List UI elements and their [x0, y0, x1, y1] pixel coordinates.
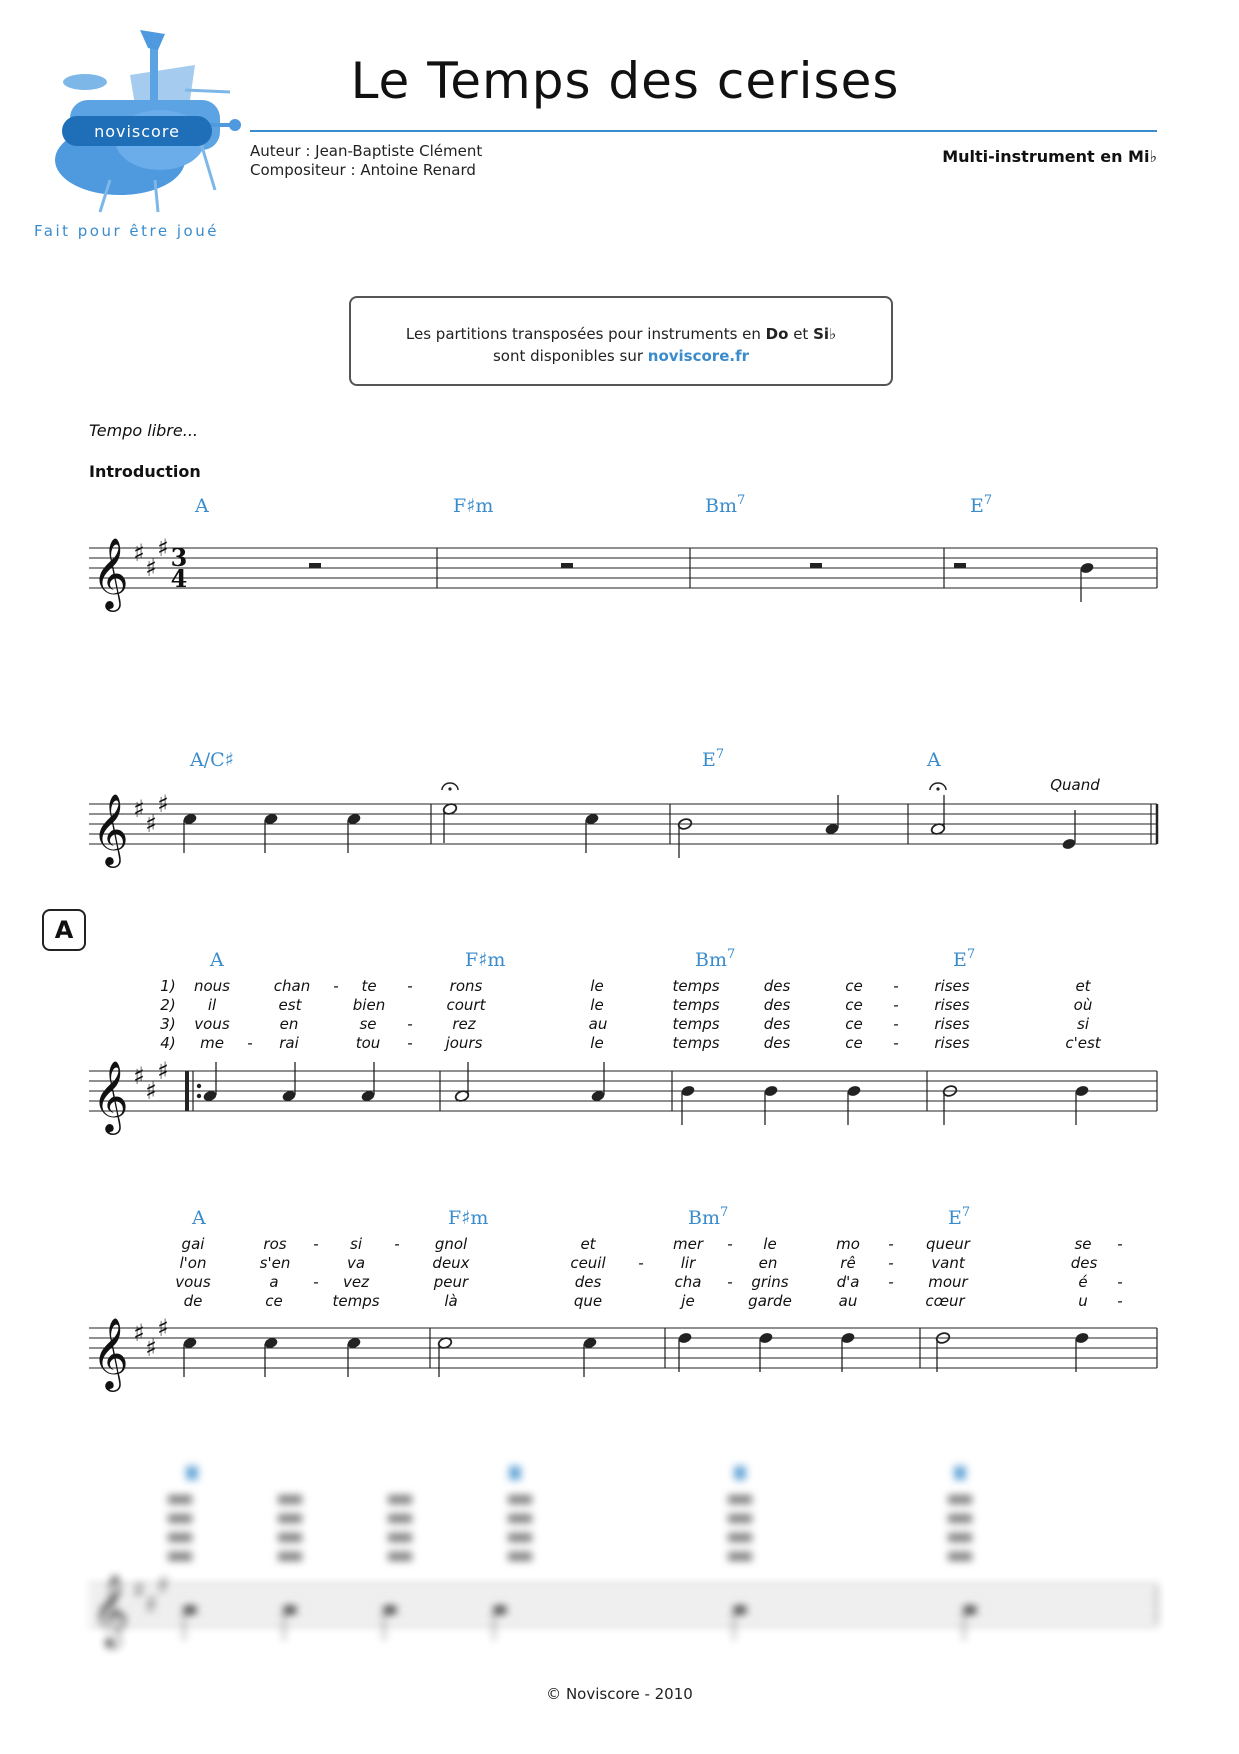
lyric-syllable: -: [888, 1254, 894, 1272]
lyric-blurred: [278, 1495, 302, 1504]
lyric-blurred: [948, 1495, 972, 1504]
sharp-icon: ♯: [157, 1057, 169, 1085]
time-signature-top: 3: [170, 543, 188, 572]
lyric-syllable: 4): [160, 1034, 176, 1052]
note-head-blurred: [283, 1605, 297, 1615]
lyric-syllable: je: [681, 1292, 695, 1310]
lyric-syllable: des: [763, 1015, 791, 1033]
lyric-syllable: -: [893, 977, 899, 995]
lyric-syllable: 1): [160, 977, 176, 995]
lyric-syllable: des: [763, 996, 791, 1014]
lyric-syllable: rises: [934, 1034, 970, 1052]
lyric-syllable: tou: [355, 1034, 381, 1052]
chord-symbol: Bm$^7$: [688, 1205, 729, 1229]
lyric-blurred: [508, 1533, 532, 1542]
lyric-syllable: de: [183, 1292, 203, 1310]
author-line: Auteur : Jean-Baptiste Clément: [250, 142, 483, 160]
sharp-icon: ♯: [157, 534, 169, 562]
lyric-syllable: rises: [934, 996, 970, 1014]
treble-clef-icon: 𝄞: [92, 536, 129, 609]
lyric-syllable: u: [1078, 1292, 1088, 1310]
lyric-blurred: [388, 1514, 412, 1523]
chord-symbol: A/C♯: [190, 749, 234, 771]
lyric-syllable: ros: [263, 1235, 287, 1253]
lyric-blurred: [728, 1495, 752, 1504]
note-head-blurred: [493, 1605, 507, 1615]
lyric-syllable: 3): [160, 1015, 176, 1033]
lyric-syllable: grins: [751, 1273, 789, 1291]
lyric-syllable: en: [758, 1254, 778, 1272]
lyric-syllable: temps: [672, 1034, 720, 1052]
chord-symbol: Bm$^7$: [705, 493, 746, 517]
lyric-syllable: rons: [449, 977, 483, 995]
page-title: Le Temps des cerises: [350, 52, 900, 110]
section-introduction: Introduction: [89, 462, 201, 481]
lyric-syllable: -: [727, 1235, 733, 1253]
lyric-syllable: temps: [672, 977, 720, 995]
lyric-blurred: [168, 1495, 192, 1504]
chord-symbol: F♯m: [465, 949, 506, 971]
lyric-syllable: -: [893, 996, 899, 1014]
lyric-syllable: 2): [160, 996, 176, 1014]
lyric-syllable: -: [407, 1015, 413, 1033]
lyric-syllable: nous: [193, 977, 231, 995]
lyric-syllable: vez: [343, 1273, 369, 1291]
lyric-syllable: là: [444, 1292, 458, 1310]
rehearsal-mark-a: A: [42, 909, 86, 951]
lyric-syllable: est: [278, 996, 302, 1014]
lyric-syllable: mer: [672, 1235, 704, 1253]
lyric-syllable: -: [727, 1273, 733, 1291]
note-head-blurred: [733, 1605, 747, 1615]
lyric-blurred: [278, 1514, 302, 1523]
notice-line-2: sont disponibles sur noviscore.fr: [492, 347, 750, 365]
lyric-syllable: temps: [672, 1015, 720, 1033]
lyric-syllable: mour: [928, 1273, 968, 1291]
lyric-syllable: é: [1078, 1273, 1088, 1291]
lyric-blurred: [168, 1552, 192, 1561]
fermata-dot: [936, 787, 939, 790]
lyric-syllable: -: [1117, 1273, 1123, 1291]
sharp-icon: ♯: [157, 790, 169, 818]
logo-tagline: Fait pour être joué: [34, 222, 219, 240]
lyric-syllable: où: [1073, 996, 1093, 1014]
system-4: [89, 1205, 1157, 1392]
treble-clef-icon: 𝄞: [92, 1573, 129, 1646]
notice-line-1: Les partitions transposées pour instruments en Do et Si♭: [405, 325, 837, 343]
lyric-blurred: [388, 1552, 412, 1561]
lyric-syllable: ceuil: [570, 1254, 606, 1272]
lyric-blurred: [508, 1514, 532, 1523]
lyric-syllable: que: [573, 1292, 603, 1310]
system-1: [89, 493, 1157, 612]
sharp-icon: ♯: [133, 1576, 145, 1604]
sharp-icon: ♯: [133, 539, 145, 567]
lyric-syllable: d'a: [836, 1273, 860, 1291]
copyright-footer: © Noviscore - 2010: [546, 1685, 693, 1703]
lyric-blurred: [508, 1552, 532, 1561]
lyric-syllable: mo: [836, 1235, 860, 1253]
lyric-syllable: le: [763, 1235, 777, 1253]
lyric-syllable: temps: [332, 1292, 380, 1310]
lyric-syllable: si: [350, 1235, 362, 1253]
lyric-blurred: [728, 1552, 752, 1561]
chord-symbol: $E^7$: [948, 1205, 971, 1229]
lyric-syllable: ce: [845, 977, 863, 995]
lyric-syllable: se: [359, 1015, 377, 1033]
lyric-syllable: des: [763, 977, 791, 995]
lyric-syllable: -: [333, 977, 339, 995]
lyric-syllable: l'on: [179, 1254, 207, 1272]
time-signature-bottom: 4: [170, 564, 188, 593]
sharp-icon: ♯: [133, 1062, 145, 1090]
lyric-syllable: ce: [845, 996, 863, 1014]
chord-symbol-blurred: [509, 1466, 521, 1480]
repeat-dot: [197, 1084, 201, 1088]
lyric-syllable: -: [1117, 1235, 1123, 1253]
lyric-syllable: te: [361, 977, 377, 995]
lyric-blurred: [508, 1495, 532, 1504]
system-3: [89, 947, 1157, 1135]
lyric-blurred: [278, 1552, 302, 1561]
lyric-syllable: il: [207, 996, 217, 1014]
lyric-syllable: des: [1070, 1254, 1098, 1272]
lyric-syllable: rez: [452, 1015, 476, 1033]
lyric-syllable: et: [1075, 977, 1091, 995]
treble-clef-icon: 𝄞: [92, 792, 129, 865]
lyric-syllable: garde: [748, 1292, 792, 1310]
lyric-blurred: [278, 1533, 302, 1542]
half-rest-icon: [561, 563, 573, 568]
sharp-icon: ♯: [145, 1591, 157, 1619]
logo-text: noviscore: [94, 122, 180, 141]
lyric-syllable: court: [446, 996, 486, 1014]
note-head-blurred: [383, 1605, 397, 1615]
lyric-syllable: se: [1074, 1235, 1092, 1253]
lyric-syllable: jours: [445, 1034, 483, 1052]
composer-line: Compositeur : Antoine Renard: [250, 161, 476, 179]
treble-clef-icon: 𝄞: [92, 1316, 129, 1389]
lyric-syllable: cœur: [925, 1292, 965, 1310]
lyric-syllable: chan: [273, 977, 311, 995]
sharp-icon: ♯: [145, 1334, 157, 1362]
lyric-syllable: rises: [934, 1015, 970, 1033]
sharp-icon: ♯: [145, 810, 157, 838]
lyric-blurred: [948, 1533, 972, 1542]
lyric-syllable: le: [590, 996, 604, 1014]
lyric-syllable: au: [838, 1292, 858, 1310]
sharp-icon: ♯: [157, 1314, 169, 1342]
sharp-icon: ♯: [133, 795, 145, 823]
lyric-blurred: [168, 1533, 192, 1542]
lyric-syllable: peur: [433, 1273, 469, 1291]
lyric-syllable: ce: [845, 1034, 863, 1052]
lyric-syllable: -: [893, 1034, 899, 1052]
lyric-syllable: des: [763, 1034, 791, 1052]
lyric-syllable: temps: [672, 996, 720, 1014]
fermata-dot: [448, 787, 451, 790]
lyric-syllable: queur: [926, 1235, 970, 1253]
sharp-icon: ♯: [145, 1077, 157, 1105]
lyric-syllable: bien: [352, 996, 386, 1014]
lyric-syllable: rê: [840, 1254, 856, 1272]
tempo-marking: Tempo libre...: [89, 421, 198, 440]
chord-symbol: A: [192, 1207, 206, 1229]
repeat-dot: [197, 1094, 201, 1098]
chord-symbol-blurred: [734, 1466, 746, 1480]
chord-symbol: $E^7$: [953, 947, 976, 971]
lyric-syllable: -: [888, 1235, 894, 1253]
lyric-syllable: gnol: [434, 1235, 468, 1253]
lyric-syllable: -: [638, 1254, 644, 1272]
lyric-syllable: va: [346, 1254, 366, 1272]
sharp-icon: ♯: [145, 554, 157, 582]
lyric-syllable: -: [394, 1235, 400, 1253]
noviscore-link[interactable]: noviscore.fr: [647, 347, 750, 365]
lyric-syllable: en: [279, 1015, 299, 1033]
chord-symbol: F♯m: [448, 1207, 489, 1229]
treble-clef-icon: 𝄞: [92, 1059, 129, 1132]
lyric-syllable: c'est: [1065, 1034, 1101, 1052]
lyric-blurred: [168, 1514, 192, 1523]
lyric-syllable: si: [1077, 1015, 1089, 1033]
lyric-syllable: -: [407, 1034, 413, 1052]
chord-symbol: A: [210, 949, 224, 971]
lyric-syllable: gai: [181, 1235, 205, 1253]
system-5: [89, 1466, 1157, 1649]
lyric-blurred: [948, 1552, 972, 1561]
lyric-syllable: au: [588, 1015, 608, 1033]
lyric-syllable: s'en: [259, 1254, 291, 1272]
lyric-syllable: ce: [845, 1015, 863, 1033]
lyric-syllable: le: [590, 977, 604, 995]
chord-symbol: A: [927, 749, 941, 771]
lyric-syllable: vous: [175, 1273, 211, 1291]
note-head-blurred: [183, 1605, 197, 1615]
lyric-syllable: vant: [931, 1254, 965, 1272]
chord-symbol: F♯m: [453, 495, 494, 517]
lyric-syllable: ce: [265, 1292, 283, 1310]
lyric-syllable: a: [269, 1273, 279, 1291]
lyric-syllable: des: [574, 1273, 602, 1291]
lyric-syllable: -: [888, 1273, 894, 1291]
lyric-syllable: rai: [279, 1034, 299, 1052]
lyric-syllable: -: [1117, 1292, 1123, 1310]
lyric-cue: Quand: [1050, 776, 1100, 794]
lyric-blurred: [388, 1495, 412, 1504]
chord-symbol: A: [195, 495, 209, 517]
instrument-label: Multi-instrument en Mi♭: [942, 147, 1157, 166]
lyric-syllable: lir: [680, 1254, 696, 1272]
chord-symbol: $E^7$: [970, 493, 993, 517]
chord-symbol: Bm$^7$: [695, 947, 736, 971]
half-rest-icon: [309, 563, 321, 568]
lyric-syllable: -: [313, 1273, 319, 1291]
lyric-syllable: rises: [934, 977, 970, 995]
half-rest-icon: [954, 563, 966, 568]
lyric-syllable: me: [200, 1034, 224, 1052]
lyric-syllable: le: [590, 1034, 604, 1052]
sharp-icon: ♯: [157, 1571, 169, 1599]
lyric-syllable: -: [407, 977, 413, 995]
half-rest-icon: [810, 563, 822, 568]
note-head-blurred: [963, 1605, 977, 1615]
lyric-syllable: -: [247, 1034, 253, 1052]
system-2: [89, 747, 1157, 868]
lyric-syllable: vous: [194, 1015, 230, 1033]
lyric-blurred: [728, 1514, 752, 1523]
chord-symbol: $E^7$: [702, 747, 725, 771]
chord-symbol-blurred: [186, 1466, 198, 1480]
lyric-blurred: [388, 1533, 412, 1542]
sharp-icon: ♯: [133, 1319, 145, 1347]
lyric-syllable: et: [580, 1235, 596, 1253]
lyric-blurred: [728, 1533, 752, 1542]
chord-symbol-blurred: [954, 1466, 966, 1480]
lyric-syllable: -: [893, 1015, 899, 1033]
lyric-syllable: cha: [674, 1273, 702, 1291]
lyric-blurred: [948, 1514, 972, 1523]
lyric-syllable: -: [313, 1235, 319, 1253]
lyric-syllable: deux: [432, 1254, 470, 1272]
